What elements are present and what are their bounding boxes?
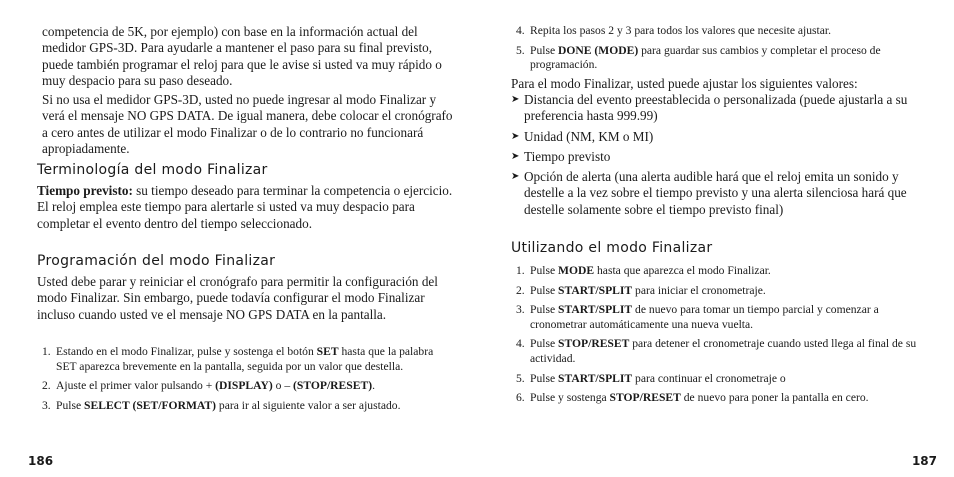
heading-using: Utilizando el modo Finalizar bbox=[511, 240, 713, 256]
arrow-bullet-icon: ➤ bbox=[511, 94, 520, 105]
right-page bbox=[511, 0, 937, 477]
term-text: su tiempo deseado para terminar la competencia o ejercicio. El reloj emplea este tiempo para alertarle si usted va muy despacio para completar el evento dentro del tiempo seleccionado. bbox=[37, 183, 453, 231]
arrow-bullet-icon: ➤ bbox=[511, 150, 520, 162]
heading-programming: Programación del modo Finalizar bbox=[37, 253, 276, 269]
list-item: 4. Pulse STOP/RESET para detener el cronometraje cuando usted llega al final de su actividad. bbox=[516, 337, 917, 365]
page-number-left: 186 bbox=[28, 454, 54, 468]
list-item: ➤ Tiempo previsto bbox=[511, 148, 611, 164]
list-item: 3. Pulse SELECT (SET/FORMAT) para ir al siguiente valor a ser ajustado. bbox=[42, 398, 401, 412]
list-item: 1. Pulse MODE hasta que aparezca el modo Finalizar. bbox=[516, 264, 771, 277]
list-item: 5. Pulse START/SPLIT para continuar el cronometraje o bbox=[516, 371, 786, 385]
programming-paragraph: Usted debe parar y reiniciar el cronógrafo para permitir la configuración del modo Finalizar. Sin embargo, puede todavía configurar el modo Finalizar incluso cuando usted ve el mensaje NO GPS DATA en la pantalla. bbox=[37, 274, 438, 322]
list-item: 4. Repita los pasos 2 y 3 para todos los valores que necesite ajustar. bbox=[516, 24, 832, 37]
list-item: 2. Pulse START/SPLIT para iniciar el cronometraje. bbox=[516, 283, 766, 297]
left-page bbox=[28, 0, 453, 477]
gps-note-paragraph: Si no usa el medidor GPS-3D, usted no puede ingresar al modo Finalizar y verá el mensaje NO GPS DATA. De igual manera, debe colocar el cronógrafo a cero antes de utilizar el modo Finalizar o de lo contrario no funcionará apropiadamente. bbox=[42, 92, 453, 157]
list-item: 5. Pulse DONE (MODE) para guardar sus cambios y completar el proceso de programación. bbox=[516, 43, 881, 72]
list-item: 1. Estando en el modo Finalizar, pulse y sostenga el botón SET hasta que la palabra SET aparezca brevemente en la pantalla, seguida por un valor que destella. bbox=[42, 345, 434, 373]
arrow-bullet-icon: ➤ bbox=[511, 171, 520, 183]
term-definition bbox=[37, 183, 453, 232]
arrow-bullet-icon: ➤ bbox=[511, 130, 520, 142]
using-steps bbox=[511, 264, 931, 406]
term-label: Tiempo previsto: bbox=[37, 183, 133, 198]
heading-terminology: Terminología del modo Finalizar bbox=[37, 162, 268, 178]
list-item: 6. Pulse y sostenga STOP/RESET de nuevo para poner la pantalla en cero. bbox=[516, 391, 869, 405]
page-number-right: 187 bbox=[911, 454, 937, 468]
list-item: ➤ Distancia del evento preestablecida o personalizada (puede ajustarla a su preferencia hasta 999.99) bbox=[511, 92, 908, 124]
programming-steps-continued bbox=[511, 24, 931, 73]
intro-paragraph: competencia de 5K, por ejemplo) con base en la información actual del medidor GPS-3D. Para ayudarle a mantener el paso para su final previsto, puede también programar el reloj para que le avise si usted va muy rápido o muy despacio para su paso deseado. bbox=[42, 24, 442, 89]
list-item: 3. Pulse START/SPLIT de nuevo para tomar un tiempo parcial y comenzar a cronometrar automáticamente una nueva vuelta. bbox=[516, 303, 879, 331]
list-item: ➤ Unidad (NM, KM o MI) bbox=[511, 128, 654, 144]
values-list bbox=[511, 92, 931, 218]
values-intro: Para el modo Finalizar, usted puede ajustar los siguientes valores: bbox=[511, 76, 858, 91]
list-item: ➤ Opción de alerta (una alerta audible hará que el reloj emita un sonido y destelle a la vez sobre el tiempo previsto y una alerta silenciosa hará que destelle solamente sobre el tiempo previsto final) bbox=[511, 169, 907, 217]
list-item: 2. Ajuste el primer valor pulsando + (DISPLAY) o – (STOP/RESET). bbox=[42, 379, 375, 393]
programming-steps bbox=[37, 345, 453, 413]
